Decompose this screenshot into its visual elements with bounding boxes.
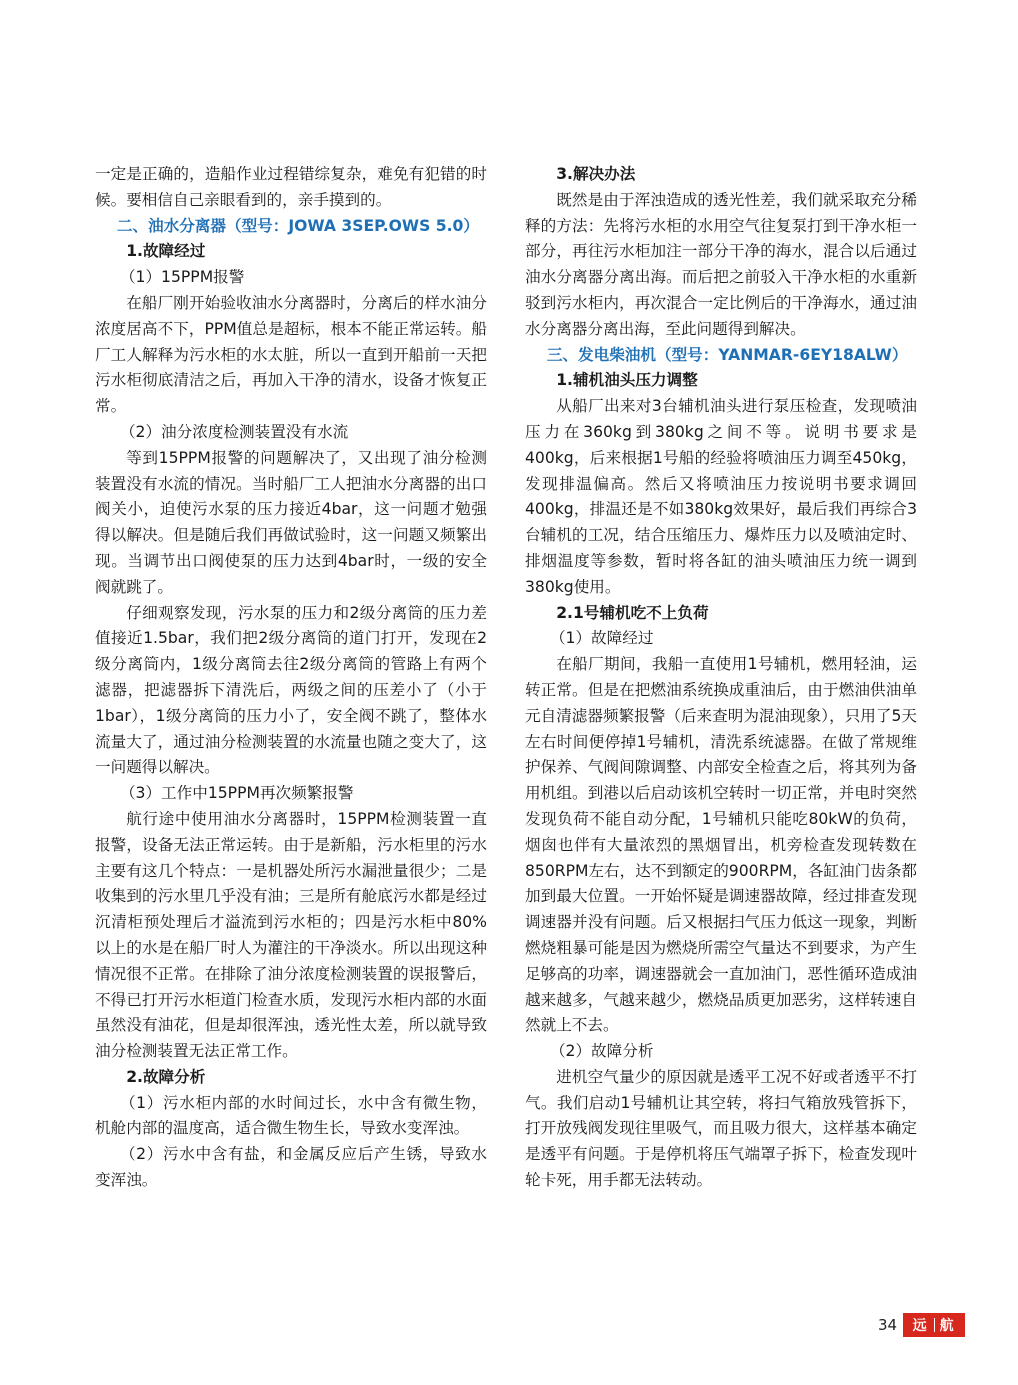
subsection-heading: 2.故障分析 bbox=[126, 1067, 206, 1086]
item-heading: （2）故障分析 bbox=[549, 1042, 654, 1061]
section-heading: 二、油水分离器（型号：JOWA 3SEP.OWS 5.0） bbox=[116, 216, 479, 235]
item-heading: （2）油分浓度检测装置没有水流 bbox=[119, 422, 349, 441]
page-footer bbox=[878, 1313, 965, 1337]
page-number: 34 bbox=[878, 1316, 898, 1334]
subsection-heading: 3.解决办法 bbox=[556, 165, 636, 183]
magazine-logo bbox=[903, 1313, 965, 1337]
paragraph: 在船厂期间，我船一直使用1号辅机，燃用轻油，运转正常。但是在把燃油系统换成重油后，由于燃油供油单元自清滤器频繁报警（后来查明为混油现象），只用了5天左右时间便停掉1号辅机，清洗系统滤器。在做了常规维护保养、气阀间隙调整、内部安全检查之后，将其列为备用机组。到港以后启动该机空转时一切正常，并电时突然发现负荷不能自动分配，1号辅机只能吃80kW的负荷，烟囱也伴有大量浓烈的黑烟冒出，机旁检查发现转数在850RPM左右，达不到额定的900RPM，各缸油门齿条都加到最大位置。一开始怀疑是调速器故障，经过排查发现调速器并没有问题。后又根据扫气压力低这一现象，判断燃烧粗暴可能是因为燃烧所需空气量达不到要求，为产生足够高的功率，调速器就会一直加油门，恶性循环造成油越来越多，气越来越少，燃烧品质更加恶劣，这样转速自然就上不去。 bbox=[525, 655, 918, 1035]
section-heading: 三、发电柴油机（型号：YANMAR-6EY18ALW） bbox=[546, 345, 908, 364]
paragraph: 在船厂刚开始验收油水分离器时，分离后的样水油分浓度居高不下，PPM值总是超标，根本不能正常运转。船厂工人解释为污水柜的水太脏，所以一直到开船前一天把污水柜彻底清洁之后，再加入干净的清水，设备才恢复正常。 bbox=[95, 293, 487, 416]
paragraph: 航行途中使用油水分离器时，15PPM检测装置一直报警，设备无法正常运转。由于是新船，污水柜里的污水主要有这几个特点：一是机器处所污水漏泄量很少；二是收集到的污水里几乎没有油；三是所有舱底污水都是经过沉清柜预处理后才溢流到污水柜的；四是污水柜中80%以上的水是在船厂时人为灌注的干净淡水。所以出现这种情况很不正常。在排除了油分浓度检测装置的误报警后，不得已打开污水柜道门检查水质，发现污水柜内部的水面虽然没有油花，但是却很浑浊，透光性太差，所以就导致油分检测装置无法正常工作。 bbox=[95, 809, 487, 1061]
paragraph: 从船厂出来对3台辅机油头进行泵压检查，发现喷油压力在360kg到380kg之间不等。说明书要求是400kg，后来根据1号船的经验将喷油压力调至450kg，发现排温偏高。然后又将喷油压力按说明书要求调回400kg，排温还是不如380kg效果好，最后我们再综合3台辅机的工况，结合压缩压力、爆炸压力以及喷油定时、排烟温度等参数，暂时将各缸的油头喷油压力统一调到380kg使用。 bbox=[525, 397, 917, 596]
item-heading: （3）工作中15PPM再次频繁报警 bbox=[119, 784, 354, 803]
logo-divider bbox=[934, 1318, 935, 1332]
paragraph: 仔细观察发现，污水泵的压力和2级分离筒的压力差值接近1.5bar，我们把2级分离筒的道门打开，发现在2级分离筒内，1级分离筒去往2级分离筒的管路上有两个滤器，把滤器拆下清洗后，两级之间的压差小了（小于1bar），1级分离筒的压力小了，安全阀不跳了，整体水流量大了，通过油分检测装置的水流量也随之变大了，这一问题得以解决。 bbox=[95, 603, 487, 777]
paragraph: 等到15PPM报警的问题解决了，又出现了油分检测装置没有水流的情况。当时船厂工人把油水分离器的出口阀关小，迫使污水泵的压力接近4bar，这一问题才勉强得以解决。但是随后我们再做试验时，这一问题又频繁出现。当调节出口阀使泵的压力达到4bar时，一级的安全阀就跳了。 bbox=[95, 448, 487, 596]
paragraph: 进机空气量少的原因就是透平工况不好或者透平不打气。我们启动1号辅机让其空转，将扫气箱放残管拆下，打开放残阀发现往里吸气，而且吸力很大，这样基本确定是透平有问题。于是停机将压气端罩子拆下，检查发现叶轮卡死，用手都无法转动。 bbox=[525, 1067, 917, 1190]
subsection-heading: 1.辅机油头压力调整 bbox=[556, 371, 698, 390]
item-heading: （1）故障经过 bbox=[549, 629, 654, 648]
subsection-heading: 2.1号辅机吃不上负荷 bbox=[556, 603, 709, 622]
item-heading: （1）15PPM报警 bbox=[119, 268, 245, 287]
logo-char-right: 航 bbox=[939, 1318, 956, 1334]
logo-char-left: 远 bbox=[912, 1318, 929, 1334]
paragraph: （2）污水中含有盐，和金属反应后产生锈，导致水变浑浊。 bbox=[95, 1145, 487, 1190]
left-column bbox=[95, 162, 487, 1194]
paragraph: 一定是正确的，造船作业过程错综复杂，难免有犯错的时候。要相信自己亲眼看到的，亲手摸到的。 bbox=[95, 165, 487, 209]
paragraph: 既然是由于浑浊造成的透光性差，我们就采取充分稀释的方法：先将污水柜的水用空气往复泵打到干净水柜一部分，再往污水柜加注一部分干净的海水，混合以后通过油水分离器分离出海。而后把之前驳入干净水柜的水重新驳到污水柜内，再次混合一定比例后的干净海水，通过油水分离器分离出海，至此问题得到解决。 bbox=[525, 190, 917, 338]
paragraph: （1）污水柜内部的水时间过长，水中含有微生物，机舱内部的温度高，适合微生物生长，导致水变浑浊。 bbox=[95, 1093, 487, 1138]
right-column bbox=[525, 162, 917, 1194]
subsection-heading: 1.故障经过 bbox=[126, 242, 206, 261]
